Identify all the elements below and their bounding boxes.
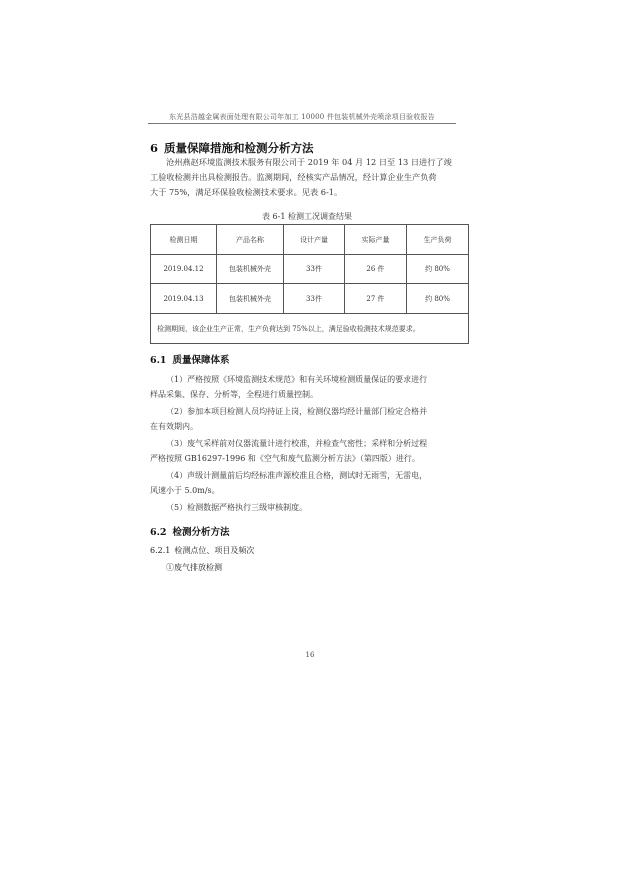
table-cell: 33件 [284,284,345,314]
section-6-2-1-title: 检测点位、项目及频次 [174,546,255,555]
section-6-1-heading [150,352,230,366]
section-6-1-title: 质量保障体系 [172,355,230,366]
section-6-number: 6 [150,141,159,155]
section-6-title: 质量保障措施和检测分析方法 [164,141,314,155]
workload-table [150,224,469,344]
section-6-2-1-heading [150,545,254,556]
exhaust-gas-subitem: ①废气排放检测 [166,563,222,572]
item-line: （3）废气采样前对仪器流量计进行校准，并检查气密性；采样和分析过程 [166,439,428,448]
section-6-heading [150,140,314,156]
quality-item-3 [150,436,464,466]
table-cell: 27 件 [345,284,407,314]
section-6-2-1-number: 6.2.1 [150,546,171,555]
item-line: （2）参加本项目检测人员均持证上岗，检测仪器均经计量部门检定合格并 [166,407,428,416]
column-header: 检测日期 [151,225,217,255]
table-note: 检测期间，该企业生产正常，生产负荷达到 75%以上，满足验收检测技术规范要求。 [151,314,469,344]
quality-item-4 [150,468,464,498]
column-header: 设计产量 [284,225,345,255]
section-6-2-number: 6.2 [150,527,167,538]
item-line: 样品采集、保存、分析等，全程进行质量控制。 [150,390,318,399]
table-cell: 约 80% [407,255,469,284]
section-6-2-heading [150,524,230,538]
table-cell: 包装机械外壳 [217,284,284,314]
column-header: 产品名称 [217,225,284,255]
item-line: （5）检测数据严格执行三级审核制度。 [166,503,308,512]
table-cell: 26 件 [345,255,407,284]
table-cell: 33件 [284,255,345,284]
header-rule [148,123,456,124]
table-row [151,284,469,314]
column-header: 生产负荷 [407,225,469,255]
table-cell: 约 80% [407,284,469,314]
item-line: 严格按照 GB16297-1996 和《空气和废气监测分析方法》（第四版）进行。 [150,454,420,463]
table-note-row [151,314,469,344]
quality-item-5 [150,500,464,515]
table-cell: 包装机械外壳 [217,255,284,284]
item-line: 风速小于 5.0m/s。 [150,486,220,495]
intro-line: 沧州燕赵环境监测技术服务有限公司于 2019 年 04 月 12 日至 13 日进行了竣 [166,157,452,167]
item-line: （1）严格按照《环境监测技术规范》和有关环境检测质量保证的要求进行 [166,375,428,384]
running-header: 东光县浩越金属表面处理有限公司年加工 10000 件包装机械外壳喷涂项目验收报告 [169,113,435,121]
quality-item-2 [150,404,464,434]
table-cell: 2019.04.12 [151,255,217,284]
section-6-intro [150,155,464,200]
table-cell: 2019.04.13 [151,284,217,314]
item-line: 在有效期内。 [150,422,198,431]
table-row [151,255,469,284]
intro-line: 大于 75%，满足环保验收检测技术要求。见表 6-1。 [150,187,343,197]
intro-line: 工验收检测并出具检测报告。监测期间，经核实产品情况，经计算企业生产负荷 [150,172,437,182]
table-header-row [151,225,469,255]
column-header: 实际产量 [345,225,407,255]
page-number: 16 [305,651,315,659]
quality-item-1 [150,372,464,402]
table-caption: 表 6-1 检测工况调查结果 [262,212,352,221]
section-6-2-title: 检测分析方法 [172,527,230,538]
item-line: （4）声级计测量前后均经标准声源校准且合格，测试时无雨雪，无雷电， [166,471,428,480]
section-6-1-number: 6.1 [150,355,167,366]
